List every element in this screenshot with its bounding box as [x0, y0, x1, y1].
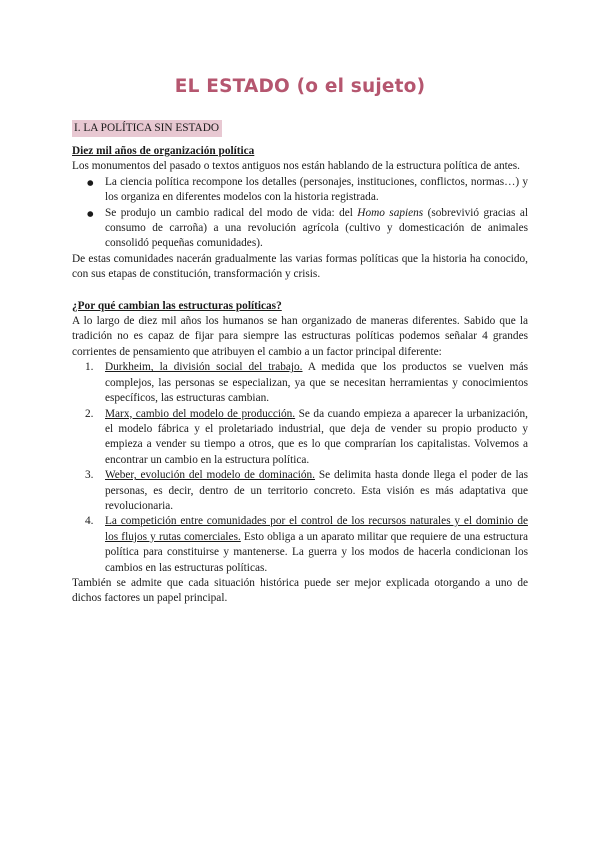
subheading-organizacion: Diez mil años de organización política [72, 145, 255, 157]
page-title: EL ESTADO (o el sujeto) [174, 76, 426, 97]
paragraph-closing-1: De estas comunidades nacerán gradualmente las varias formas políticas que la historia ha conocido, con sus etapas de constitución, transformación y crisis. [72, 252, 528, 281]
list-item: ● Se produjo un cambio radical del modo de vida: del Homo sapiens (sobrevivió gracias al consumo de carroña) a una revolución agrícola (cultivo y domesticación de animales consolidó pequeñas comunidades). [105, 206, 528, 252]
numbered-list [72, 360, 528, 576]
bullet-list [72, 175, 528, 252]
list-item: ● La ciencia política recompone los detalles (personajes, instituciones, conflictos, normas…) y los organiza en diferentes modelos con la historia registrada. [105, 175, 528, 206]
item-lead: La competición entre comunidades por el control de los recursos naturales y el dominio de los flujos y rutas comerciales. [105, 515, 528, 543]
list-item: 1. Durkheim, la división social del trabajo. A medida que los productos se vuelven más complejos, las personas se especializan, ya que se necesitan herramientas y conocimientos específicos, las estructuras cambian. [85, 361, 529, 405]
list-item: 3. Weber, evolución del modelo de dominación. Se delimita hasta donde llega el poder de las personas, es decir, dentro de un territorio concreto. Esta visión es más adaptativa que revolucionaria. [85, 469, 528, 512]
paragraph-closing-2: También se admite que cada situación histórica puede ser mejor explicada otorgando a uno de dichos factores un papel principal. [72, 576, 528, 605]
list-item: 4. La competición entre comunidades por el control de los recursos naturales y el dominio de los flujos y rutas comerciales. Esto obliga a un aparato militar que requiere de una estructura política para constituirse y mantenerse. La guerra y los modos de hacerla condicionan los cambios en las estructuras políticas. [85, 515, 528, 574]
emphasis-homo-sapiens: Homo sapiens [357, 206, 424, 219]
list-item: 2. Marx, cambio del modelo de producción. Se da cuando empieza a aparecer la urbanización, el modelo fábrica y el proletariado industrial, que deja de vender su propio producto y empieza a vender su tiempo a otros, que es lo que comprarían los capitalistas. Volvemos a encontrar un cambio en la estructura política. [85, 407, 528, 466]
section-heading-1: I. LA POLÍTICA SIN ESTADO [72, 120, 222, 137]
paragraph-intro-1: Los monumentos del pasado o textos antiguos nos están hablando de la estructura política de antes. [72, 160, 521, 173]
item-lead: Durkheim, la división social del trabajo. [105, 361, 303, 374]
paragraph-intro-2: A lo largo de diez mil años los humanos se han organizado de maneras diferentes. Sabido que la tradición no es capaz de fijar para siempre las estructuras políticas podemos señalar 4 grandes corrientes de pensamiento que atribuyen el cambio a un factor principal diferente: [72, 315, 528, 358]
document-body [72, 120, 528, 607]
item-lead: Weber, evolución del modelo de dominación. [105, 469, 315, 482]
subheading-cambios: ¿Por qué cambian las estructuras políticas? [72, 299, 282, 312]
item-lead: Marx, cambio del modelo de producción. [105, 407, 296, 420]
